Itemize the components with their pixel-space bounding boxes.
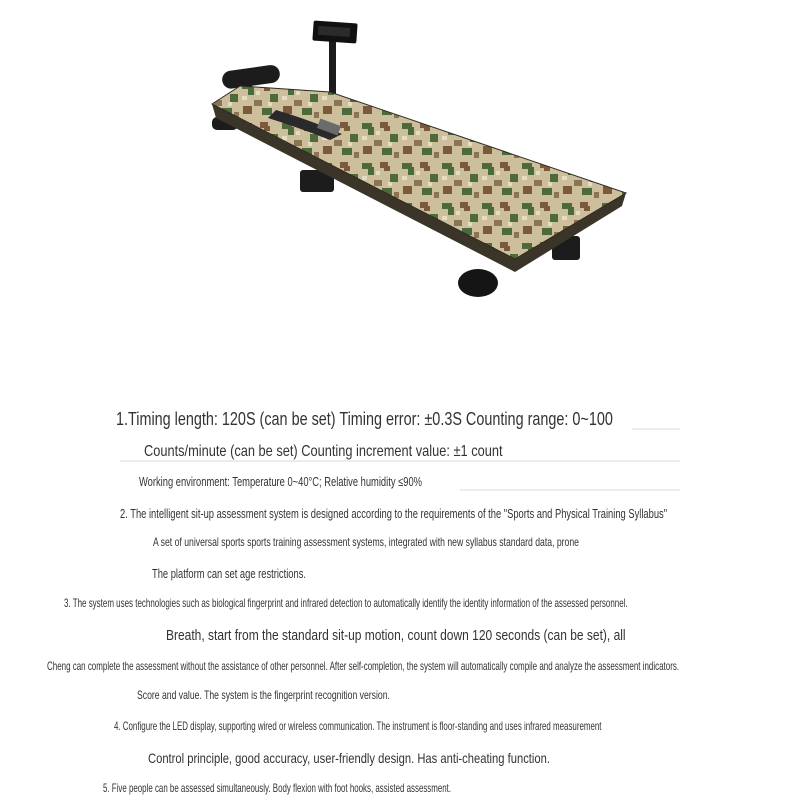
spec-line-1: 1.Timing length: 120S (can be set) Timing error: ±0.3S Counting range: 0~100 xyxy=(116,409,613,429)
spec-line-8: Breath, start from the standard sit-up motion, count down 120 seconds (can be set), all xyxy=(166,627,626,644)
spec-line-2: Counts/minute (can be set) Counting increment value: ±1 count xyxy=(144,443,503,460)
spec-line-3: Working environment: Temperature 0~40°C; Relative humidity ≤90% xyxy=(139,474,422,489)
spec-line-4: 2. The intelligent sit-up assessment system is designed according to the requirements of the "Sports and Physical Training Syllabus" xyxy=(120,506,668,521)
spec-line-11: 4. Configure the LED display, supporting wired or wireless communication. The instrument is floor-standing and uses infrared measurement xyxy=(114,719,602,733)
watermark-line xyxy=(460,489,680,491)
spec-line-12: Control principle, good accuracy, user-friendly design. Has anti-cheating function. xyxy=(148,750,550,766)
spec-line-9: Cheng can complete the assessment without the assistance of other personnel. After self-completion, the system will automatically compile and analyze the assessment indicators. xyxy=(47,659,680,673)
spec-line-5: A set of universal sports sports training assessment systems, integrated with new syllabus standard data, prone xyxy=(153,535,579,549)
spec-line-13: 5. Five people can be assessed simultaneously. Body flexion with foot hooks, assisted assessment. xyxy=(103,781,452,795)
spec-line-7: 3. The system uses technologies such as biological fingerprint and infrared detection to automatically identify the identity information of the assessed personnel. xyxy=(64,596,628,610)
spec-line-6: The platform can set age restrictions. xyxy=(152,566,306,581)
led-display-icon xyxy=(312,20,357,43)
spec-line-10: Score and value. The system is the fingerprint recognition version. xyxy=(137,688,390,702)
watermark-line xyxy=(632,428,680,430)
sit-up-bench-image xyxy=(0,0,800,330)
